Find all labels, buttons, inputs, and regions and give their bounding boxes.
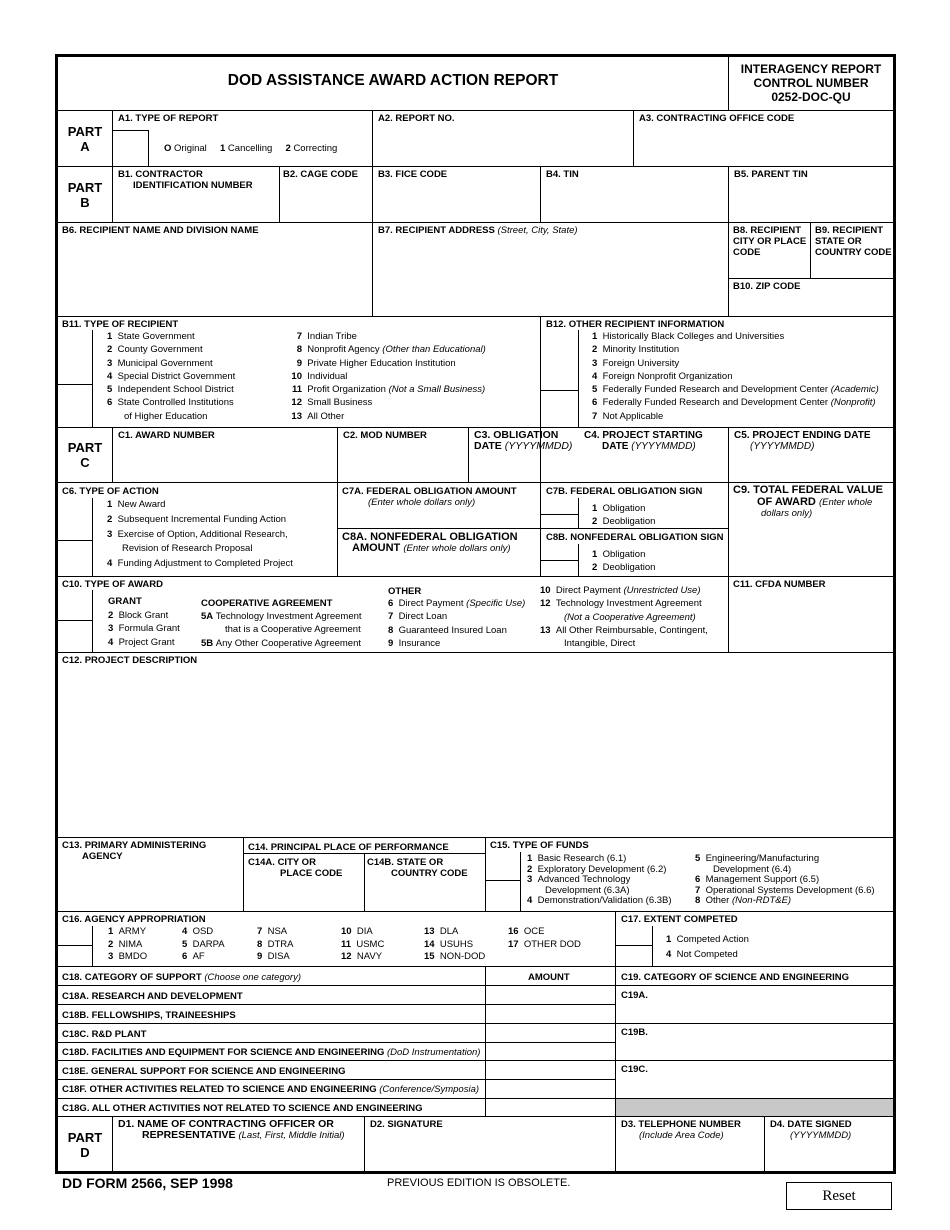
c18c-label[interactable]: C18C. R&D PLANT — [62, 1029, 147, 1040]
c19c-label: C19C. — [621, 1064, 648, 1075]
c11-label: C11. CFDA NUMBER — [733, 579, 826, 590]
b1-label: B1. CONTRACTOR IDENTIFICATION NUMBER — [118, 169, 253, 191]
c5-label: C5. PROJECT ENDING DATE (YYYYMMDD) — [734, 430, 871, 452]
c10-other-list-2[interactable]: 10 Direct Payment (Unrestricted Use) 12 Technology Investment Agreement (Not a Cooperative Agreement) 13 All Other Reimbursable, Contingent, Intangible, Direct — [540, 585, 708, 650]
c19b-label: C19B. — [621, 1027, 648, 1038]
c19a-label: C19A. — [621, 990, 648, 1001]
b12-list[interactable]: 1 Historically Black Colleges and Universities 2 Minority Institution 3 Foreign University 4 Foreign Nonprofit Organization 5 Federally Funded Research and Development Center (Academic) 6 Federally Funded Research and Development Center (Nonprofit) 7 Not Applicable — [592, 331, 879, 422]
b11-label: B11. TYPE OF RECIPIENT — [62, 319, 179, 330]
b9-label: B9. RECIPIENT STATE OR COUNTRY CODE — [815, 225, 892, 258]
control-number: INTERAGENCY REPORT CONTROL NUMBER 0252-DOC-QU — [740, 62, 882, 104]
part-b-label: PART B — [67, 180, 103, 210]
c10-grant-heading: GRANT — [108, 596, 142, 607]
c14a-label: C14A. CITY OR PLACE CODE — [248, 857, 343, 879]
b10-label: B10. ZIP CODE — [733, 281, 801, 292]
c9-label: C9. TOTAL FEDERAL VALUE OF AWARD (Enter whole dollars only) — [733, 484, 883, 519]
c18-amount-header: AMOUNT — [528, 972, 570, 983]
form-title: DOD ASSISTANCE AWARD ACTION REPORT — [227, 72, 559, 89]
c10-other-list[interactable]: 6 Direct Payment (Specific Use) 7 Direct Loan 8 Guaranteed Insured Loan 9 Insurance — [388, 598, 526, 649]
b11-list-right[interactable]: 7 Indian Tribe 8 Nonprofit Agency (Other than Educational) 9 Private Higher Education Institution 10 Individual 11 Profit Organization (Not a Small Business) 12 Small Business 13 All Other — [291, 331, 486, 422]
c16-col-6[interactable]: 16 OCE 17 OTHER DOD — [508, 926, 581, 950]
a1-options[interactable]: O Original 1 Cancelling 2 Correcting — [164, 143, 338, 154]
c10-coop-list[interactable]: 5A Technology Investment Agreement that is a Cooperative Agreement 5B Any Other Cooperative Agreement — [201, 611, 362, 649]
c3-label: C3. OBLIGATION DATE (YYYYMMDD) — [474, 429, 573, 452]
part-a-label: PART A — [67, 124, 103, 154]
c12-label: C12. PROJECT DESCRIPTION — [62, 655, 198, 666]
b6-label: B6. RECIPIENT NAME AND DIVISION NAME — [62, 225, 259, 236]
frame-top — [55, 54, 896, 57]
c6-list[interactable]: 1 New Award 2 Subsequent Incremental Funding Action 3 Exercise of Option, Additional Research, Revision of Research Proposal 4 Funding Adjustment to Completed Project — [107, 499, 293, 570]
c7a-label: C7A. FEDERAL OBLIGATION AMOUNT (Enter whole dollars only) — [342, 486, 517, 508]
c1-label: C1. AWARD NUMBER — [118, 430, 215, 441]
frame-bottom — [55, 1171, 896, 1174]
c2-label: C2. MOD NUMBER — [343, 430, 427, 441]
c7b-options[interactable]: 1 Obligation 2 Deobligation — [592, 503, 656, 528]
b4-label: B4. TIN — [546, 169, 579, 180]
c10-coop-heading: COOPERATIVE AGREEMENT — [201, 598, 333, 609]
a3-label: A3. CONTRACTING OFFICE CODE — [639, 113, 795, 124]
d4-label: D4. DATE SIGNED (YYYYMMDD) — [770, 1119, 852, 1141]
shaded-cell — [616, 1099, 893, 1116]
c13-label: C13. PRIMARY ADMINISTERING AGENCY — [62, 840, 207, 862]
part-d-label: PART D — [67, 1130, 103, 1160]
c10-grant-list[interactable]: 2 Block Grant 3 Formula Grant 4 Project Grant — [108, 610, 180, 648]
c16-label: C16. AGENCY APPROPRIATION — [62, 914, 206, 925]
c16-col-4[interactable]: 10 DIA 11 USMC 12 NAVY — [341, 926, 385, 963]
c18e-label[interactable]: C18E. GENERAL SUPPORT FOR SCIENCE AND ENGINEERING — [62, 1066, 346, 1077]
b8-label: B8. RECIPIENT CITY OR PLACE CODE — [733, 225, 807, 258]
c16-col-3[interactable]: 7 NSA 8 DTRA 9 DISA — [257, 926, 294, 963]
c8b-label: C8B. NONFEDERAL OBLIGATION SIGN — [546, 532, 724, 543]
c16-col-5[interactable]: 13 DLA 14 USUHS 15 NON-DOD — [424, 926, 486, 963]
part-c-label: PART C — [67, 440, 103, 470]
c17-label: C17. EXTENT COMPETED — [621, 914, 738, 925]
b12-label: B12. OTHER RECIPIENT INFORMATION — [546, 319, 725, 330]
c19-label: C19. CATEGORY OF SCIENCE AND ENGINEERING — [621, 972, 850, 983]
c8a-label: C8A. NONFEDERAL OBLIGATION AMOUNT (Enter whole dollars only) — [342, 531, 518, 554]
c16-col-1[interactable]: 1 ARMY 2 NIMA 3 BMDO — [108, 926, 148, 963]
d3-label: D3. TELEPHONE NUMBER (Include Area Code) — [621, 1119, 741, 1141]
c18f-label[interactable]: C18F. OTHER ACTIVITIES RELATED TO SCIENCE AND ENGINEERING (Conference/Symposia) — [62, 1084, 480, 1095]
c14b-label: C14B. STATE OR COUNTRY CODE — [367, 857, 468, 879]
c16-col-2[interactable]: 4 OSD 5 DARPA 6 AF — [182, 926, 225, 963]
b3-label: B3. FICE CODE — [378, 169, 448, 180]
c18b-label[interactable]: C18B. FELLOWSHIPS, TRAINEESHIPS — [62, 1010, 236, 1021]
c6-label: C6. TYPE OF ACTION — [62, 486, 159, 497]
c10-other-heading: OTHER — [388, 586, 422, 597]
c8b-options[interactable]: 1 Obligation 2 Deobligation — [592, 549, 656, 574]
reset-button[interactable]: Reset — [786, 1182, 892, 1210]
c18-label: C18. CATEGORY OF SUPPORT (Choose one category) — [62, 972, 301, 983]
c18d-label[interactable]: C18D. FACILITIES AND EQUIPMENT FOR SCIENCE AND ENGINEERING (DoD Instrumentation) — [62, 1047, 481, 1058]
b7-label: B7. RECIPIENT ADDRESS (Street, City, State) — [378, 225, 578, 236]
c18g-label[interactable]: C18G. ALL OTHER ACTIVITIES NOT RELATED TO SCIENCE AND ENGINEERING — [62, 1103, 423, 1114]
previous-edition-note: PREVIOUS EDITION IS OBSOLETE. — [387, 1177, 571, 1189]
d2-label: D2. SIGNATURE — [370, 1119, 443, 1130]
c14-label: C14. PRINCIPAL PLACE OF PERFORMANCE — [248, 842, 449, 853]
b5-label: B5. PARENT TIN — [734, 169, 808, 180]
c17-options[interactable]: 1 Competed Action 4 Not Competed — [666, 934, 749, 960]
d1-label: D1. NAME OF CONTRACTING OFFICER OR REPRESENTATIVE (Last, First, Middle Initial) — [118, 1118, 345, 1141]
c15-label: C15. TYPE OF FUNDS — [490, 840, 589, 851]
c4-label: C4. PROJECT STARTING DATE (YYYYMMDD) — [584, 430, 703, 452]
c15-list-left[interactable]: 1 Basic Research (6.1) 2 Exploratory Development (6.2) 3 Advanced Technology Development (6.3A) 4 Demonstration/Validation (6.3B) — [527, 853, 672, 907]
c10-label: C10. TYPE OF AWARD — [62, 579, 163, 590]
a1-label: A1. TYPE OF REPORT — [118, 113, 219, 124]
b2-label: B2. CAGE CODE — [283, 169, 358, 180]
form-number: DD FORM 2566, SEP 1998 — [62, 1175, 233, 1191]
a2-label: A2. REPORT NO. — [378, 113, 455, 124]
c7b-label: C7B. FEDERAL OBLIGATION SIGN — [546, 486, 703, 497]
c18a-label[interactable]: C18A. RESEARCH AND DEVELOPMENT — [62, 991, 243, 1002]
b11-list-left[interactable]: 1 State Government 2 County Government 3 Municipal Government 4 Special District Government 5 Independent School District 6 State Controlled Institutions of Higher Education — [107, 331, 236, 422]
c15-list-right[interactable]: 5 Engineering/Manufacturing Development (6.4) 6 Management Support (6.5) 7 Operational Systems Development (6.6) 8 Other (Non-RDT&E) — [695, 853, 875, 907]
